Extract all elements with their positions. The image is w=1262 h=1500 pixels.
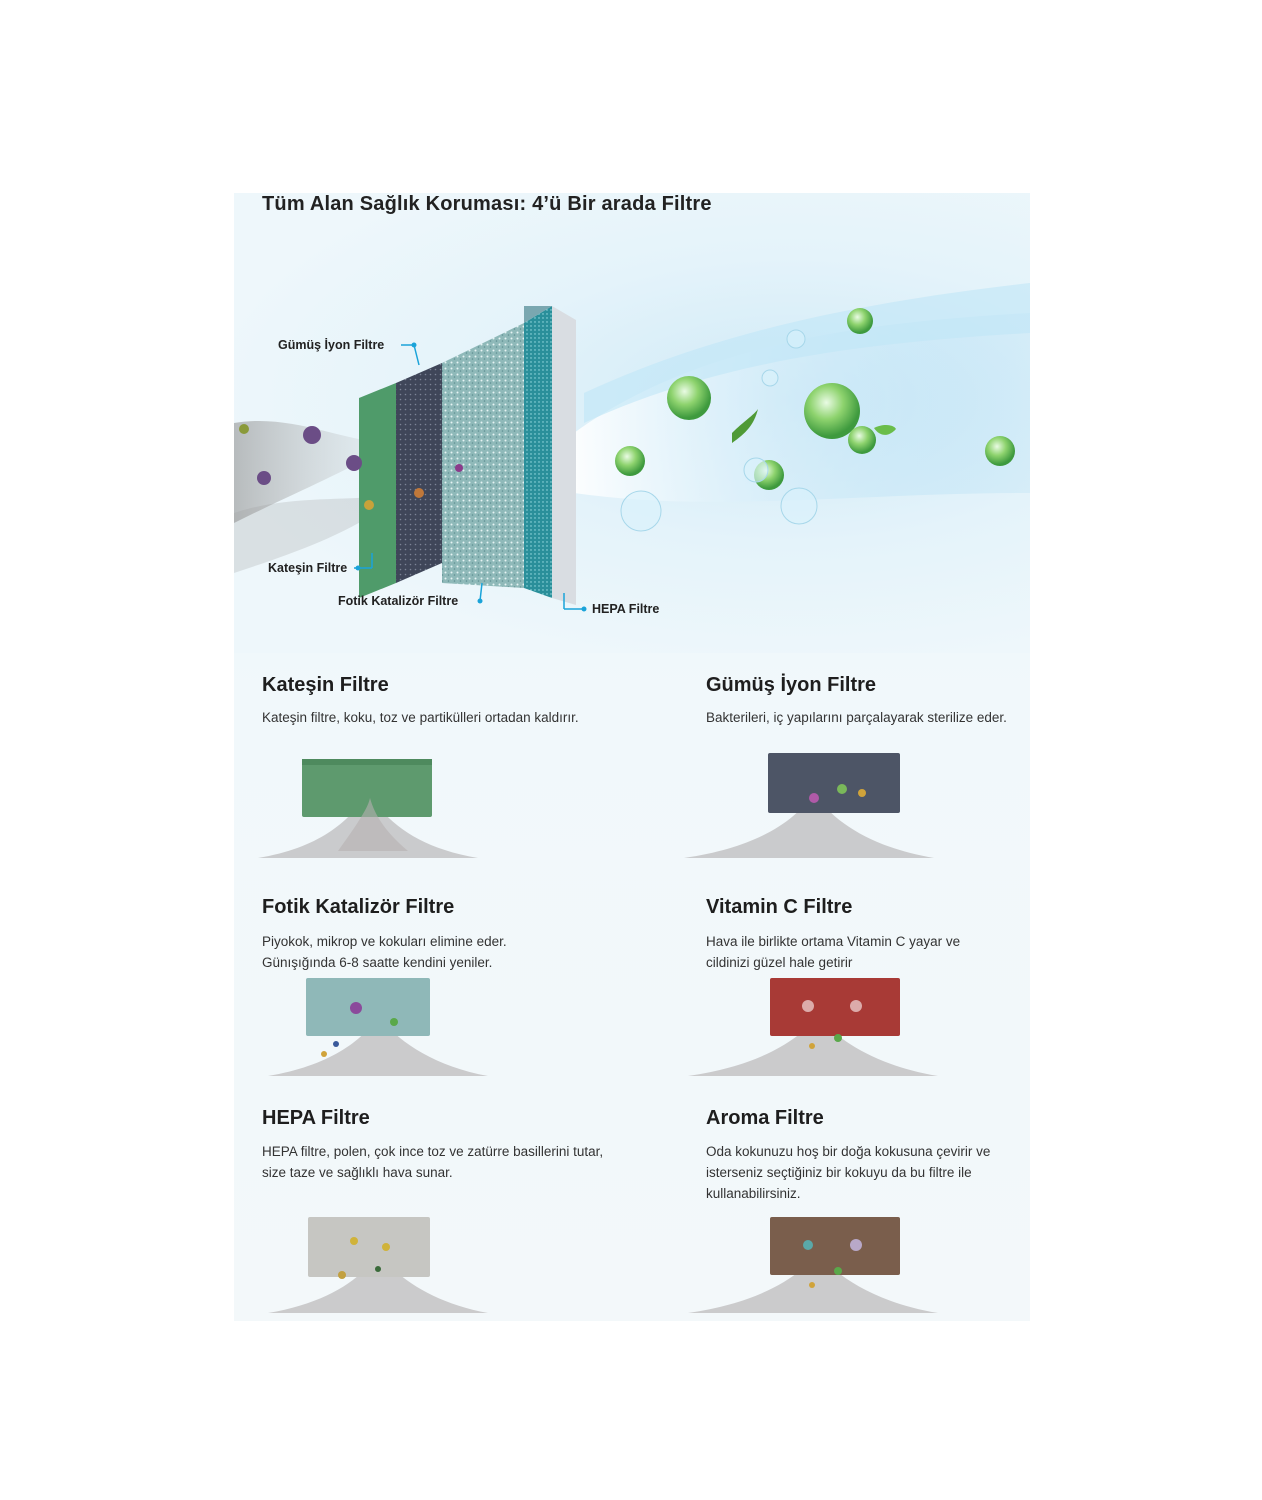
catechin-filter-image: [258, 753, 478, 865]
label-hepa: HEPA Filtre: [592, 602, 660, 616]
section-desc-silver: Bakterileri, iç yapılarını parçalayarak sterilize eder.: [706, 710, 1007, 725]
content-panel: [234, 193, 1030, 1321]
section-desc-catechin: Kateşin filtre, koku, toz ve partikülleri ortadan kaldırır.: [262, 710, 579, 725]
aroma-swatch: [770, 1217, 900, 1275]
aroma-filter-image: [688, 1213, 938, 1321]
silver-ion-filter-image: [684, 753, 934, 865]
silver-swatch: [768, 753, 900, 813]
section-title-catechin: Kateşin Filtre: [262, 674, 389, 696]
section-title-hepa: HEPA Filtre: [262, 1107, 370, 1129]
hepa-filter-image: [268, 1213, 488, 1321]
filter-layers-illustration: [234, 193, 1030, 653]
section-title-silver: Gümüş İyon Filtre: [706, 674, 877, 696]
section-desc-photocatalyst: Piyokok, mikrop ve kokuları elimine eder. Günışığında 6-8 saatte kendini yeniler.: [262, 934, 507, 970]
page-title: Tüm Alan Sağlık Koruması: 4’ü Bir arada Filtre: [262, 193, 712, 215]
section-desc-aroma: Oda kokunuzu hoş bir doğa kokusuna çevirir ve isterseniz seçtiğiniz bir kokuyu da bu filtre ile kullanabilirsiniz.: [706, 1144, 991, 1201]
section-desc-vitamin-c: Hava ile birlikte ortama Vitamin C yayar ve cildinizi güzel hale getirir: [706, 934, 961, 970]
photocatalyst-filter-image: [268, 976, 488, 1084]
hepa-swatch: [308, 1217, 430, 1277]
section-title-photocatalyst: Fotik Katalizör Filtre: [262, 896, 455, 918]
label-catechin: Kateşin Filtre: [268, 561, 348, 575]
label-silver-ion: Gümüş İyon Filtre: [278, 338, 385, 352]
label-photocatalyst: Fotik Katalizör Filtre: [338, 594, 459, 608]
photocatalyst-swatch: [306, 978, 430, 1036]
section-title-aroma: Aroma Filtre: [706, 1107, 824, 1129]
vitamin-c-swatch: [770, 978, 900, 1036]
section-title-vitamin-c: Vitamin C Filtre: [706, 896, 853, 918]
vitamin-c-filter-image: [688, 976, 938, 1084]
section-desc-hepa: HEPA filtre, polen, çok ince toz ve zatürre basillerini tutar, size taze ve sağlıklı hava sunar.: [262, 1144, 604, 1180]
